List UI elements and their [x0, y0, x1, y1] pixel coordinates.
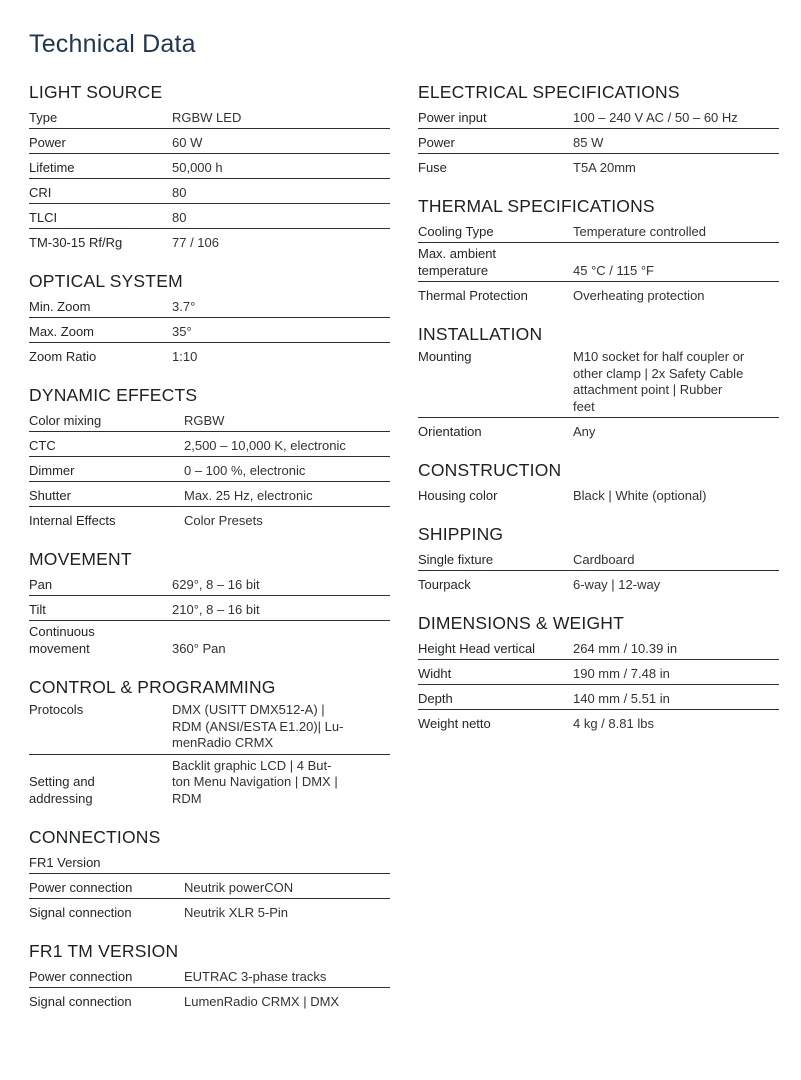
spec-row: [29, 179, 390, 204]
section-construction: [418, 458, 779, 506]
spec-label: Power: [29, 134, 66, 150]
section-dimensions-and-weight: [418, 611, 779, 734]
section-light-source: [29, 80, 390, 253]
spec-row: [29, 699, 390, 755]
spec-label: Internal Effects: [29, 512, 116, 528]
spec-row: [29, 204, 390, 229]
spec-label: Signal connection: [29, 993, 132, 1009]
section-connections: [29, 825, 390, 923]
section-shipping: [418, 522, 779, 595]
section-title: CONNECTIONS: [29, 827, 161, 847]
spec-value: Black | White (optional): [573, 487, 707, 503]
spec-label: Type: [29, 109, 58, 125]
spec-row: [418, 104, 779, 129]
section-movement: [29, 547, 390, 659]
spec-value: Max. 25 Hz, electronic: [184, 487, 313, 503]
spec-value: 140 mm / 5.51 in: [573, 690, 670, 706]
spec-value: 210°, 8 – 16 bit: [172, 601, 260, 617]
spec-row: [418, 546, 779, 571]
spec-value: DMX (USITT DMX512-A) | RDM (ANSI/ESTA E1.20)| Lu- menRadio CRMX: [172, 702, 344, 750]
spec-label: Depth: [418, 690, 453, 706]
section-title: DIMENSIONS & WEIGHT: [418, 613, 625, 633]
spec-label: Dimmer: [29, 462, 75, 478]
spec-label: Shutter: [29, 487, 71, 503]
spec-label: Power input: [418, 109, 487, 125]
spec-row: [29, 571, 390, 596]
spec-value: 77 / 106: [172, 234, 219, 250]
spec-value: 4 kg / 8.81 lbs: [573, 715, 654, 731]
spec-row: [418, 685, 779, 710]
spec-label: Tourpack: [418, 576, 471, 592]
section-title: SHIPPING: [418, 524, 504, 544]
spec-label: Fuse: [418, 159, 447, 175]
section-thermal-specifications: [418, 194, 779, 306]
section-optical-system: [29, 269, 390, 367]
spec-label: Pan: [29, 576, 53, 592]
spec-row: [29, 596, 390, 621]
spec-row: [29, 154, 390, 179]
spec-row: [29, 874, 390, 899]
spec-label: Min. Zoom: [29, 298, 91, 314]
spec-value: 264 mm / 10.39 in: [573, 640, 678, 656]
section-dynamic-effects: [29, 383, 390, 531]
spec-row: [29, 482, 390, 507]
section-title: THERMAL SPECIFICATIONS: [418, 196, 655, 216]
spec-row: [29, 343, 390, 367]
spec-value: Color Presets: [184, 512, 263, 528]
spec-label: Signal connection: [29, 904, 132, 920]
spec-value: 50,000 h: [172, 159, 223, 175]
spec-row: [29, 457, 390, 482]
section-title: ELECTRICAL SPECIFICATIONS: [418, 82, 680, 102]
spec-value: EUTRAC 3-phase tracks: [184, 968, 327, 984]
section-title: DYNAMIC EFFECTS: [29, 385, 198, 405]
right-column: [418, 78, 779, 750]
spec-value: RGBW LED: [172, 109, 242, 125]
spec-label: Height Head vertical: [418, 640, 536, 656]
spec-value: Overheating protection: [573, 287, 705, 303]
spec-row: [418, 482, 779, 506]
spec-row: [29, 988, 390, 1012]
spec-row: [29, 963, 390, 988]
spec-value: 60 W: [172, 134, 203, 150]
section-title: FR1 TM VERSION: [29, 941, 179, 961]
spec-label: Weight netto: [418, 715, 491, 731]
spec-label: Power connection: [29, 968, 133, 984]
page-title: Technical Data: [29, 30, 196, 58]
spec-label: Cooling Type: [418, 223, 494, 239]
spec-row: [418, 710, 779, 734]
spec-label: Max. ambient temperature: [418, 246, 497, 278]
section-title: CONTROL & PROGRAMMING: [29, 677, 276, 697]
section-title: MOVEMENT: [29, 549, 132, 569]
spec-label: CTC: [29, 437, 56, 453]
spec-row: [29, 507, 390, 531]
spec-label: FR1 Version: [29, 854, 101, 870]
spec-row: [418, 635, 779, 660]
spec-row: [29, 849, 390, 874]
spec-label: Power connection: [29, 879, 133, 895]
spec-row: [418, 282, 779, 306]
section-control-and-programming: [29, 675, 390, 809]
spec-value: RGBW: [184, 412, 225, 428]
spec-value: 629°, 8 – 16 bit: [172, 576, 260, 592]
spec-label: Color mixing: [29, 412, 102, 428]
spec-label: TM-30-15 Rf/Rg: [29, 234, 123, 250]
section-electrical-specifications: [418, 80, 779, 178]
spec-value: Neutrik powerCON: [184, 879, 294, 895]
spec-row: [418, 418, 779, 442]
section-fr1-tm-version: [29, 939, 390, 1012]
spec-label: Housing color: [418, 487, 498, 503]
spec-label: Protocols: [29, 702, 84, 717]
section-installation: [418, 322, 779, 442]
spec-value: 190 mm / 7.48 in: [573, 665, 670, 681]
section-title: CONSTRUCTION: [418, 460, 562, 480]
spec-label: Widht: [418, 665, 452, 681]
spec-label: Setting and addressing: [29, 774, 95, 806]
spec-value: LumenRadio CRMX | DMX: [184, 993, 340, 1009]
section-title: OPTICAL SYSTEM: [29, 271, 183, 291]
spec-value: T5A 20mm: [573, 159, 636, 175]
spec-row: [29, 755, 390, 810]
spec-row: [29, 318, 390, 343]
spec-value: Backlit graphic LCD | 4 But- ton Menu Navigation | DMX | RDM: [172, 757, 338, 806]
spec-value: M10 socket for half coupler or other clamp | 2x Safety Cable attachment point | Rubber feet: [573, 349, 745, 414]
spec-row: [29, 129, 390, 154]
spec-label: Thermal Protection: [418, 287, 528, 303]
spec-label: Power: [418, 134, 455, 150]
spec-value: Temperature controlled: [573, 223, 706, 239]
spec-label: Continuous movement: [29, 624, 95, 656]
spec-value: 0 – 100 %, electronic: [184, 462, 306, 478]
spec-label: Max. Zoom: [29, 323, 95, 339]
spec-value: 80: [172, 209, 187, 225]
spec-value: 85 W: [573, 134, 604, 150]
spec-label: TLCI: [29, 209, 58, 225]
spec-row: [29, 432, 390, 457]
spec-label: Single fixture: [418, 551, 494, 567]
spec-row: [418, 346, 779, 418]
spec-label: Orientation: [418, 423, 482, 439]
spec-value: 80: [172, 184, 187, 200]
spec-value: 360° Pan: [172, 640, 226, 656]
spec-value: 35°: [172, 323, 192, 339]
spec-value: 45 °C / 115 °F: [573, 262, 654, 278]
spec-row: [29, 621, 390, 659]
spec-label: Mounting: [418, 349, 472, 364]
spec-value: 2,500 – 10,000 K, electronic: [184, 437, 346, 453]
spec-label: Lifetime: [29, 159, 75, 175]
spec-value: 6-way | 12-way: [573, 576, 661, 592]
spec-row: [418, 660, 779, 685]
spec-value: Any: [573, 423, 596, 439]
spec-row: [29, 899, 390, 923]
left-column: [29, 78, 390, 1028]
spec-row: [418, 154, 779, 178]
section-title: LIGHT SOURCE: [29, 82, 163, 102]
spec-label: CRI: [29, 184, 52, 200]
spec-row: [418, 218, 779, 243]
spec-value: Cardboard: [573, 551, 635, 567]
spec-value: Neutrik XLR 5-Pin: [184, 904, 289, 920]
spec-value: 100 – 240 V AC / 50 – 60 Hz: [573, 109, 738, 125]
spec-row: [418, 571, 779, 595]
spec-row: [29, 293, 390, 318]
spec-row: [29, 104, 390, 129]
spec-row: [29, 407, 390, 432]
spec-label: Zoom Ratio: [29, 348, 97, 364]
spec-value: 1:10: [172, 348, 198, 364]
spec-row: [418, 129, 779, 154]
spec-row: [418, 243, 779, 282]
spec-row: [29, 229, 390, 253]
spec-value: 3.7°: [172, 298, 196, 314]
section-title: INSTALLATION: [418, 324, 543, 344]
spec-label: Tilt: [29, 601, 46, 617]
